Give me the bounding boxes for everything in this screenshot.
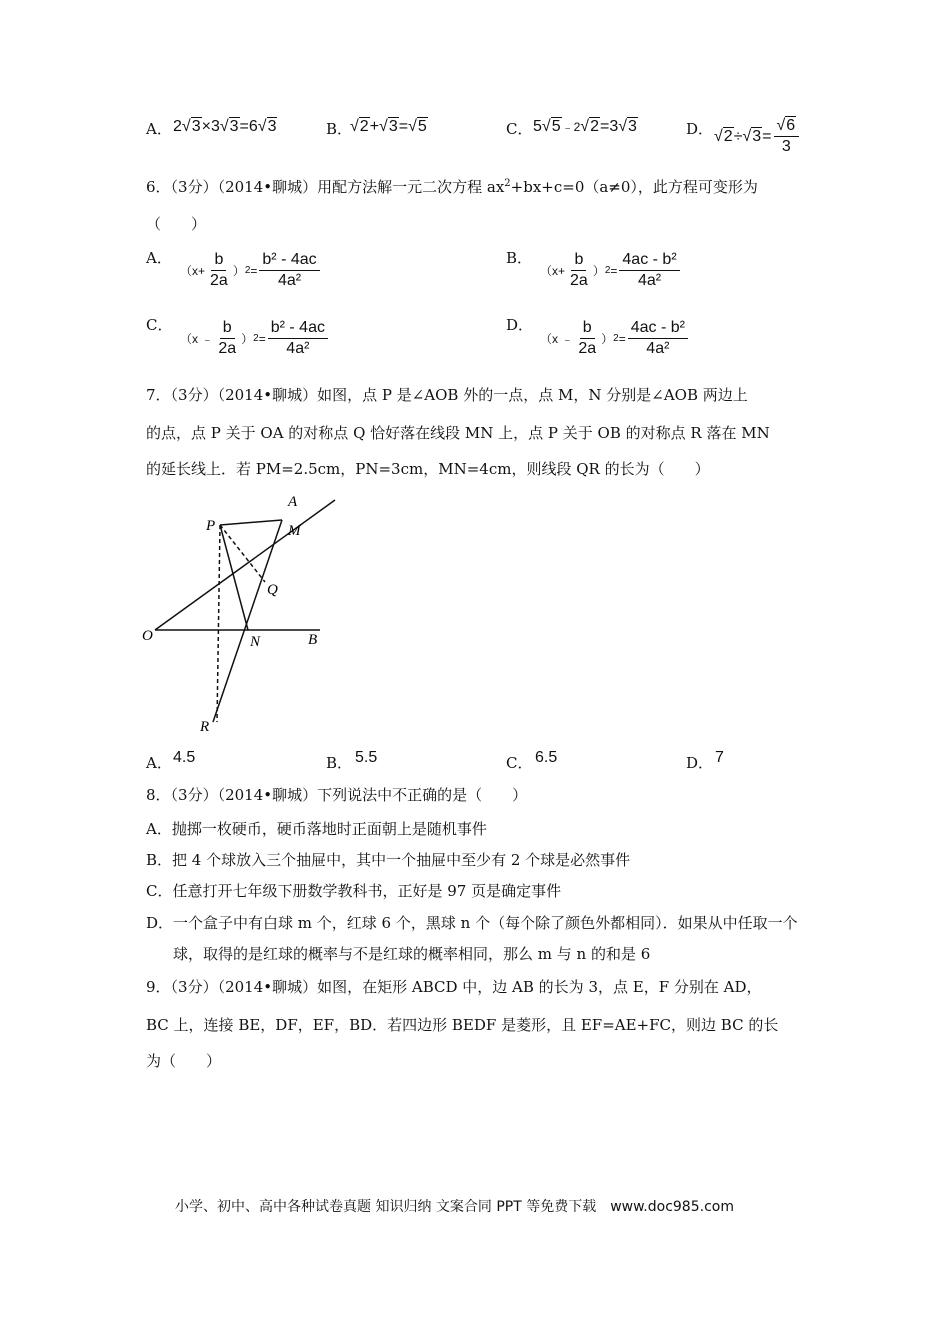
label-r: R: [200, 719, 210, 735]
label-p: P: [206, 518, 216, 534]
q8-option-b: B．把 4 个球放入三个抽屉中，其中一个抽屉中至少有 2 个球是必然事件: [146, 851, 631, 869]
q9-line-1: 9．（3分）（2014•聊城）如图，在矩形 ABCD 中，边 AB 的长为 3，点 E，F 分别在 AD，: [146, 978, 762, 996]
q8-option-c: C．任意打开七年级下册数学教科书，正好是 97 页是确定事件: [146, 882, 562, 900]
label-q: Q: [267, 582, 278, 598]
q7-option-d-value: 7: [715, 749, 724, 766]
page-footer: 小学、初中、高中各种试卷真题 知识归纳 文案合同 PPT 等免费下载 www.doc985.com: [175, 1199, 734, 1215]
q5-option-b-math: √2+√3=√5: [350, 118, 427, 135]
segment-pm: [220, 520, 282, 525]
label-n: N: [250, 634, 261, 650]
q7-option-b-label: B．: [326, 754, 353, 772]
q6-option-b-math: （x+ $\frac{b}{2a}$ ） 2 = $\frac{\text{4ac - b²}}{\text{4a²}}$: [540, 250, 682, 291]
segment-pn: [220, 525, 248, 630]
q8-option-d-line-2: 球，取得的是红球的概率与不是红球的概率相同，那么 m 与 n 的和是 6: [173, 945, 651, 963]
q7-line-2: 的点，点 P 关于 OA 的对称点 Q 恰好落在线段 MN 上，点 P 关于 OB 的对称点 R 落在 MN: [146, 424, 770, 442]
q6-option-c-math: （x ﹣ $\frac{b}{2a}$ ） 2 = $\frac{\text{b² - 4ac}}{\text{4a²}}$: [180, 318, 330, 359]
q5-option-b-label: B．: [326, 120, 353, 138]
segment-mr: [213, 520, 282, 722]
q7-option-c-value: 6.5: [535, 749, 558, 766]
q7-option-b-value: 5.5: [355, 749, 378, 766]
dashed-pr: [217, 525, 220, 722]
label-a: A: [288, 494, 298, 510]
q6-option-c-label: C．: [146, 316, 173, 334]
q6-option-d-label: D．: [506, 316, 534, 334]
q9-line-3: 为（ ）: [146, 1052, 222, 1070]
q7-line-3: 的延长线上．若 PM=2.5cm，PN=3cm，MN=4cm，则线段 QR 的长为（ ）: [146, 460, 710, 478]
q5-option-c-label: C．: [506, 120, 533, 138]
q7-option-a-label: A．: [146, 754, 172, 772]
q5-option-d-math: √2 ÷ √3 = $\frac{√6}{3}$: [714, 116, 801, 157]
q6-option-d-math: （x ﹣ $\frac{b}{2a}$ ） 2 = $\frac{\text{4ac - b²}}{\text{4a²}}$: [540, 318, 690, 359]
label-o: O: [142, 628, 153, 644]
q5-option-a-math: 2√3×3√3=6√3: [173, 118, 277, 135]
q7-figure: [130, 490, 340, 740]
q6-option-a-math: （x+ $\frac{b}{2a}$ ） 2 = $\frac{\text{b² - 4ac}}{\text{4a²}}$: [180, 250, 322, 291]
q6-option-a-label: A．: [146, 249, 172, 267]
q8-option-d-line-1: D．一个盒子中有白球 m 个，红球 6 个，黑球 n 个（每个除了颜色外都相同）．如果从中任取一个: [146, 914, 798, 932]
q5-option-c-math: 5√5﹣2√2=3√3: [533, 118, 637, 135]
q7-option-c-label: C．: [506, 754, 533, 772]
q6-option-b-label: B．: [506, 249, 533, 267]
q6-stem-blank: （ ）: [146, 215, 207, 233]
q5-option-d-label: D．: [686, 120, 714, 138]
dashed-pq: [220, 525, 265, 582]
q7-line-1: 7．（3分）（2014•聊城）如图，点 P 是∠AOB 外的一点，点 M，N 分别是∠AOB 两边上: [146, 386, 748, 404]
q9-line-2: BC 上，连接 BE，DF，EF，BD．若四边形 BEDF 是菱形，且 EF=AE+FC，则边 BC 的长: [146, 1016, 779, 1034]
q5-option-a-label: A．: [146, 120, 172, 138]
label-m: M: [288, 523, 301, 539]
q8-option-a: A．抛掷一枚硬币，硬币落地时正面朝上是随机事件: [146, 820, 487, 838]
ray-oa: [155, 500, 335, 630]
q7-option-a-value: 4.5: [173, 749, 196, 766]
q8-stem: 8．（3分）（2014•聊城）下列说法中不正确的是（ ）: [146, 786, 528, 804]
q7-option-d-label: D．: [686, 754, 714, 772]
label-b: B: [308, 632, 318, 648]
q6-stem: 6．（3分）（2014•聊城）用配方法解一元二次方程 $ax^2+bx+c=0(a\ne 0)$，此方程可变形为: [146, 178, 758, 196]
